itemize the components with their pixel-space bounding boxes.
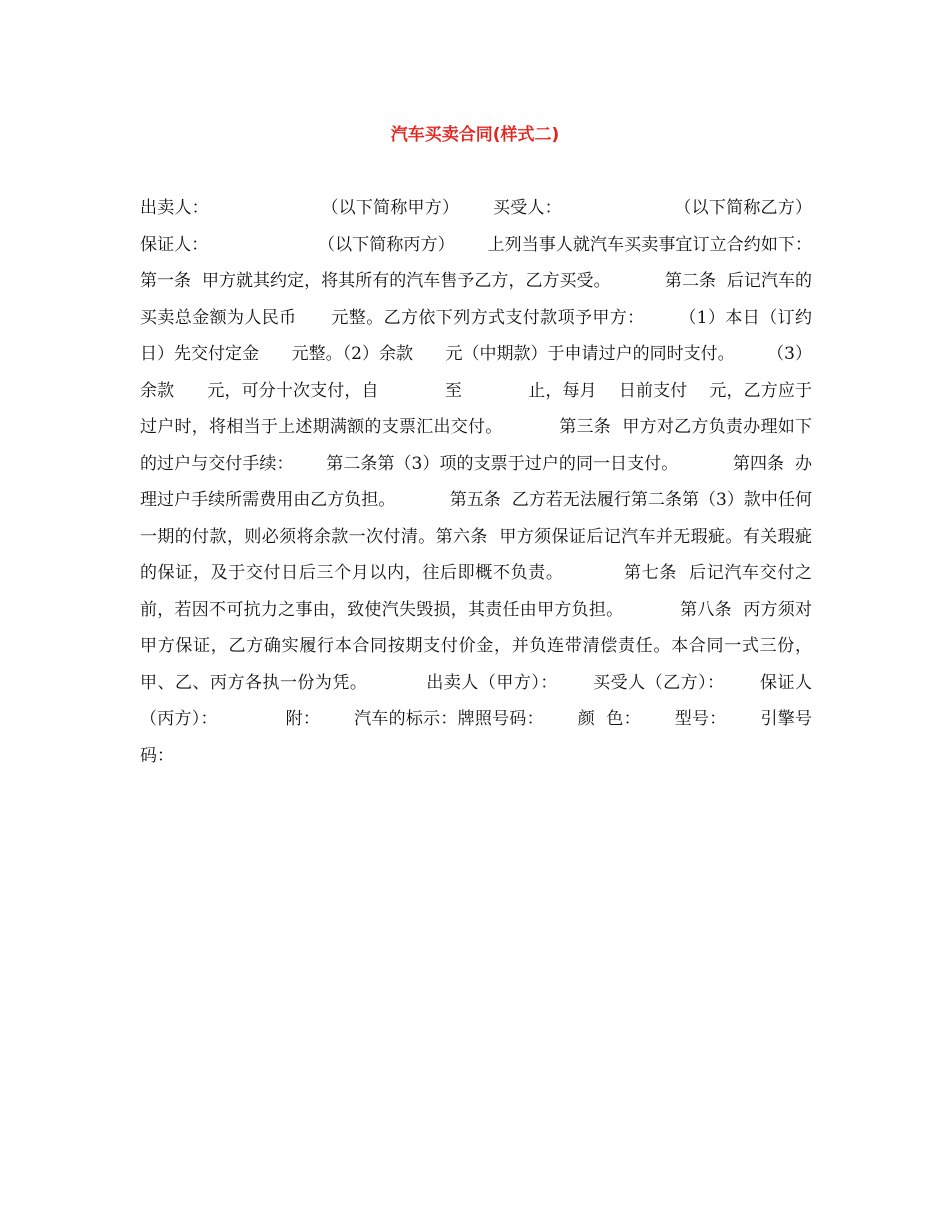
document-title: 汽车买卖合同(样式二) [390, 125, 560, 145]
contract-body-text: 出卖人： （以下简称甲方） 买受人： （以下简称乙方） 保证人： （以下简称丙方） 上列当事人就汽车买卖事宜订立合约如下： 第一条 甲方就其约定，将其所有的汽车售予乙方，乙方买受。 第二条 后记汽车的买卖总金额为人民币 元整。乙方依下列方式支付款项予甲方： （1）本日（订约日）先交付定金 元整。（2）余款 元（中期款）于申请过户的同时支付。 （3）余款 元，可分十次支付，自 至 止，每月 日前支付 元，乙方应于过户时，将相当于上述期满额的支票汇出交付。 第三条 甲方对乙方负责办理如下的过户与交付手续： 第二条第（3）项的支票于过户的同一日支付。 第四条 办理过户手续所需费用由乙方负担。 第五条 乙方若无法履行第二条第（3）款中任何一期的付款，则必须将余款一次付清。第六条 甲方须保证后记汽车并无瑕疵。有关瑕疵的保证，及于交付日后三个月以内，往后即概不负责。 第七条 后记汽车交付之前，若因不可抗力之事由，致使汽失毁损，其责任由甲方负担。 第八条 丙方须对甲方保证，乙方确实履行本合同按期支付价金，并负连带清偿责任。本合同一式三份，甲、乙、丙方各执一份为凭。 出卖人（甲方）： 买受人（乙方）： 保证人（丙方）： 附： 汽车的标示：牌照号码： 颜 色： 型号： 引擎号码： [140, 198, 867, 766]
